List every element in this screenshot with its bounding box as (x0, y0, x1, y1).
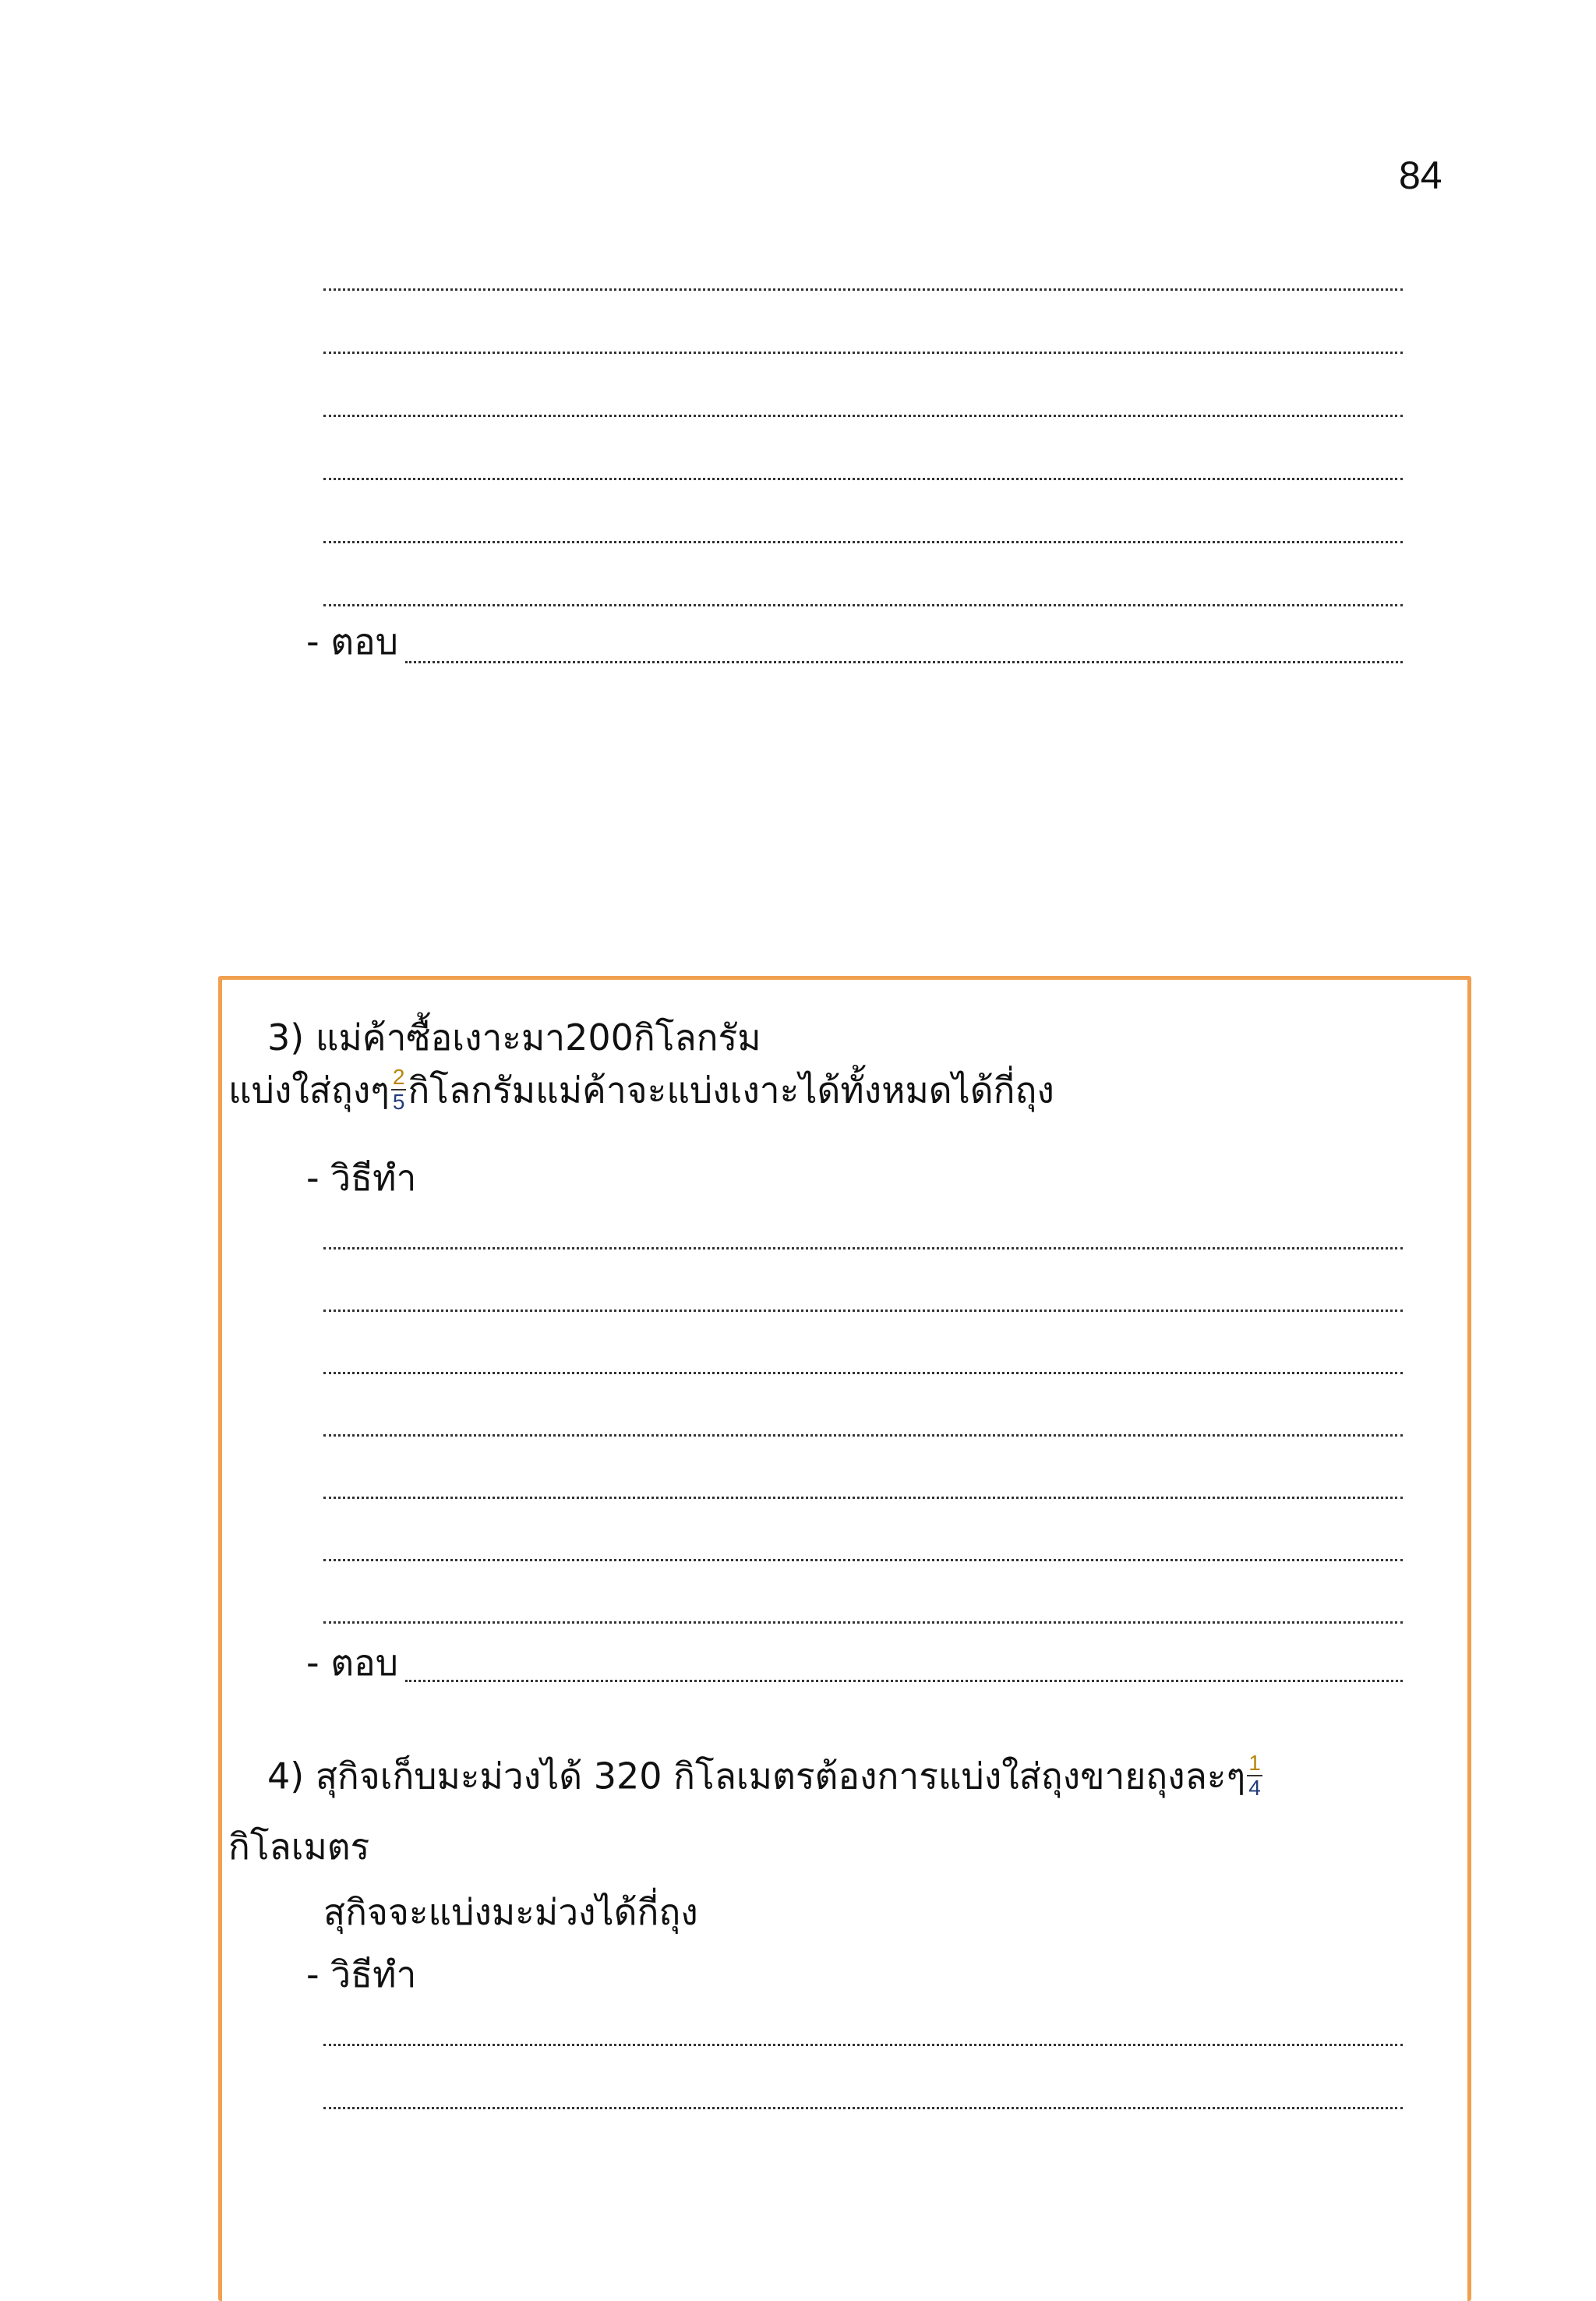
answer-line (323, 478, 1403, 480)
q4-line1 (267, 1751, 1264, 1802)
q3-answer-label: - ตอบ (306, 1642, 398, 1684)
working-line (323, 2044, 1403, 2046)
answer-blank (405, 661, 1403, 663)
working-line (323, 1372, 1403, 1374)
working-line (323, 1621, 1403, 1624)
working-line (323, 1247, 1403, 1249)
answer-line (323, 415, 1403, 417)
answer-line (323, 288, 1403, 291)
q4-frac-den: 4 (1248, 1776, 1261, 1800)
q3-frac-num: 2 (392, 1065, 405, 1089)
answer-line (323, 604, 1403, 606)
working-line (323, 1434, 1403, 1437)
q4-method-label: - วิธีทำ (306, 1953, 417, 1995)
q4-line3: สุกิจจะแบ่งมะม่วงได้กี่ถุง (323, 1891, 698, 1933)
q3-line2-post: กิโลกรัมแม่ค้าจะแบ่งเงาะได้ทั้งหมดได้กี่ถุง (408, 1069, 1054, 1112)
q3-fraction (391, 1066, 407, 1113)
q3-method-label: - วิธีทำ (306, 1157, 417, 1199)
working-line (323, 1310, 1403, 1312)
q3-line1: 3) แม่ค้าซื้อเงาะมา200กิโลกรัม (267, 1016, 761, 1059)
answer-blank (405, 1680, 1403, 1682)
q3-line2-pre: แบ่งใส่ถุงๆ (228, 1069, 390, 1112)
working-line (323, 1559, 1403, 1561)
q4-line1-text: 4) สุกิจเก็บมะม่วงได้ 320 กิโลเมตรต้องการแบ่งใส่ถุงขายถุงละๆ (267, 1755, 1246, 1797)
q4-fraction (1247, 1752, 1262, 1799)
answer-label: - ตอบ (306, 620, 398, 663)
q3-frac-den: 5 (392, 1090, 405, 1114)
working-line (323, 1497, 1403, 1499)
page-number: 84 (1399, 154, 1442, 197)
answer-line (323, 352, 1403, 354)
working-line (323, 2107, 1403, 2109)
q4-frac-num: 1 (1248, 1751, 1261, 1775)
q3-line2 (228, 1065, 1054, 1116)
answer-line (323, 541, 1403, 543)
q4-line2: กิโลเมตร (228, 1826, 370, 1868)
